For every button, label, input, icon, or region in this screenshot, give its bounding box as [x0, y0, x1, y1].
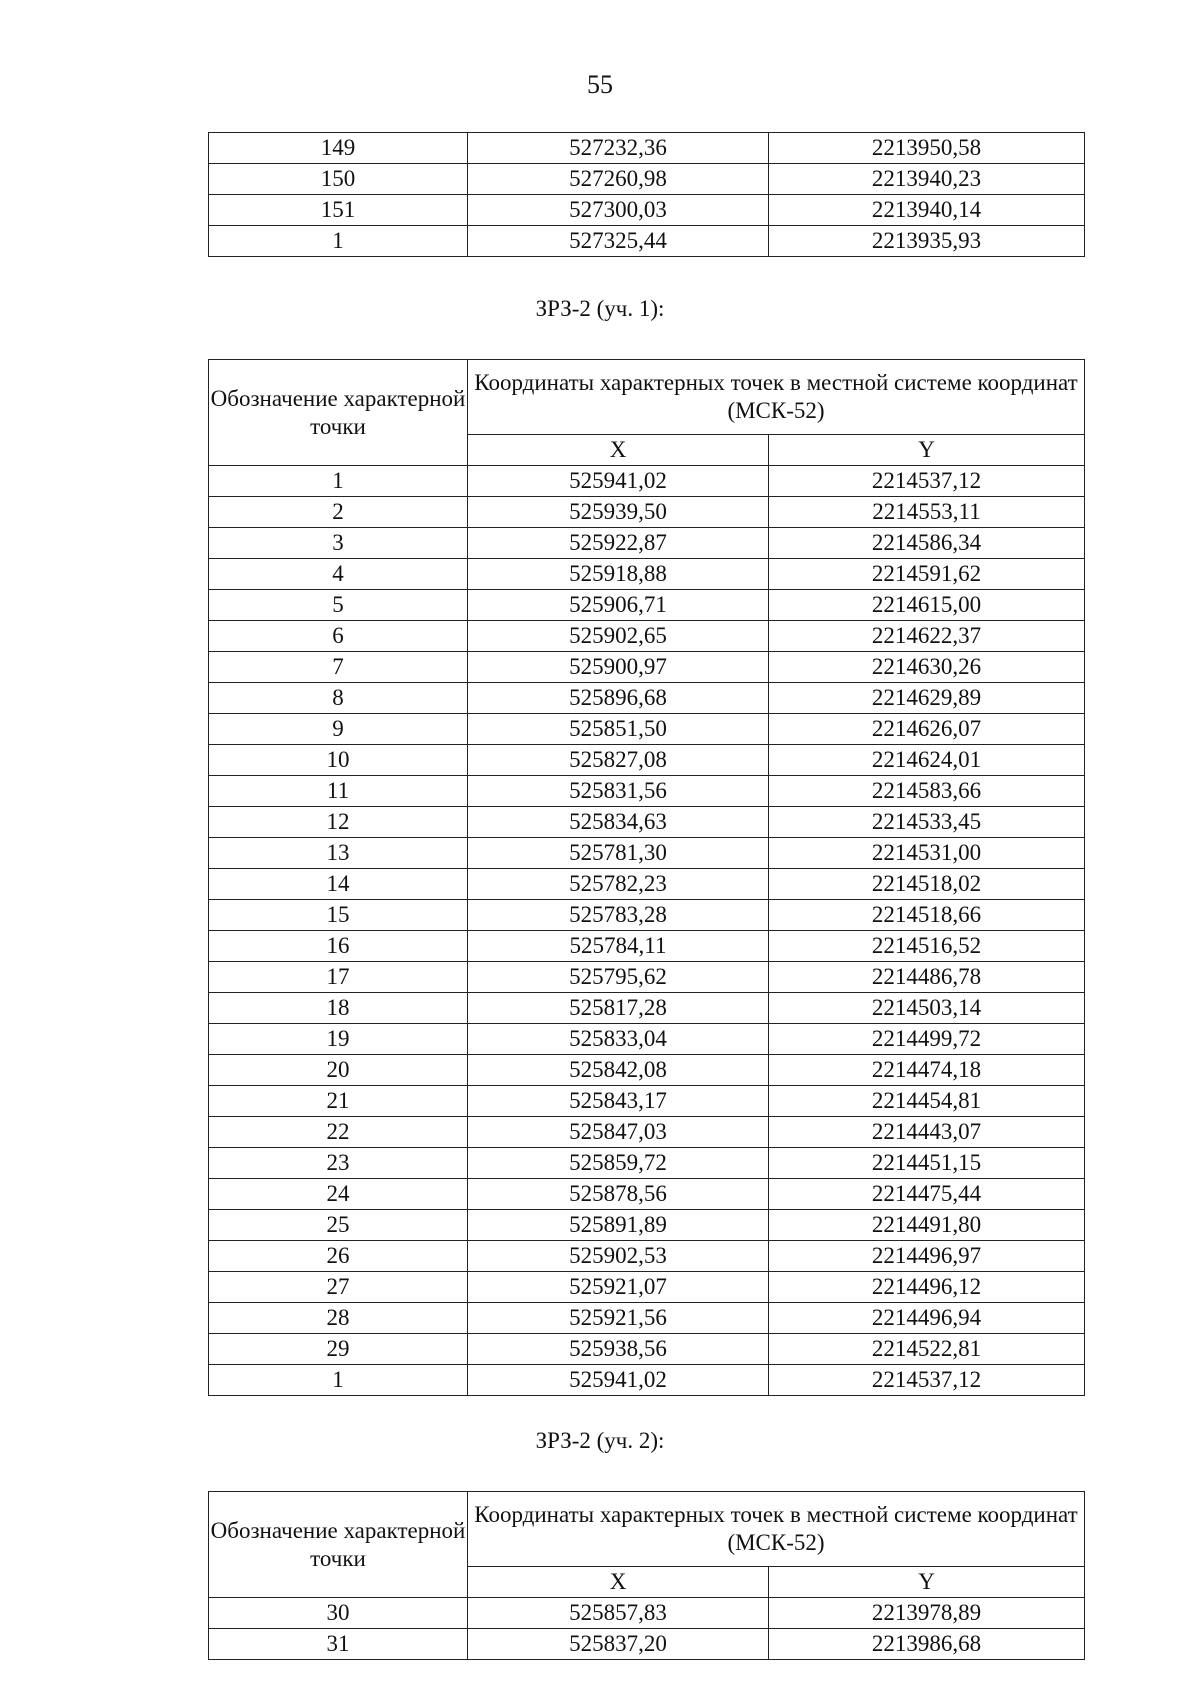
cell-y-coordinate: 2214496,97: [769, 1241, 1085, 1272]
cell-x-coordinate: 525921,07: [468, 1272, 769, 1303]
cell-y-coordinate: 2214518,66: [769, 900, 1085, 931]
cell-point-number: 1: [209, 1365, 468, 1396]
cell-y-coordinate: 2214522,81: [769, 1334, 1085, 1365]
cell-y-coordinate: 2214624,01: [769, 745, 1085, 776]
table-row: [209, 931, 1085, 962]
cell-x-coordinate: 525906,71: [468, 590, 769, 621]
cell-point-number: 14: [209, 869, 468, 900]
cell-x-coordinate: 525834,63: [468, 807, 769, 838]
cell-point-number: 16: [209, 931, 468, 962]
cell-y-coordinate: 2214629,89: [769, 683, 1085, 714]
table-row: [209, 1629, 1085, 1660]
cell-y-coordinate: 2214586,34: [769, 528, 1085, 559]
cell-y-coordinate: 2214499,72: [769, 1024, 1085, 1055]
cell-point-number: 5: [209, 590, 468, 621]
cell-x-coordinate: 525921,56: [468, 1303, 769, 1334]
cell-point-number: 11: [209, 776, 468, 807]
table-row: [209, 1148, 1085, 1179]
cell-point-number: 26: [209, 1241, 468, 1272]
header-y: Y: [769, 1567, 1085, 1598]
cell-y-coordinate: 2213940,14: [769, 195, 1085, 226]
cell-point-number: 150: [209, 164, 468, 195]
cell-x-coordinate: 525902,53: [468, 1241, 769, 1272]
cell-x-coordinate: 525782,23: [468, 869, 769, 900]
cell-y-coordinate: 2213950,58: [769, 133, 1085, 164]
cell-x-coordinate: 525827,08: [468, 745, 769, 776]
table-row: [209, 900, 1085, 931]
cell-point-number: 17: [209, 962, 468, 993]
cell-point-number: 25: [209, 1210, 468, 1241]
cell-point-number: 1: [209, 466, 468, 497]
table-row: [209, 1055, 1085, 1086]
cell-y-coordinate: 2214443,07: [769, 1117, 1085, 1148]
table-row: [209, 1179, 1085, 1210]
cell-point-number: 2: [209, 497, 468, 528]
cell-x-coordinate: 525939,50: [468, 497, 769, 528]
coordinates-table-zrz2-part1: [208, 359, 1085, 1396]
cell-x-coordinate: 525795,62: [468, 962, 769, 993]
cell-x-coordinate: 525859,72: [468, 1148, 769, 1179]
cell-point-number: 24: [209, 1179, 468, 1210]
cell-point-number: 151: [209, 195, 468, 226]
cell-x-coordinate: 527232,36: [468, 133, 769, 164]
cell-x-coordinate: 525783,28: [468, 900, 769, 931]
cell-x-coordinate: 525843,17: [468, 1086, 769, 1117]
table-row: [209, 195, 1085, 226]
table-header: [209, 360, 1085, 466]
table-row: [209, 838, 1085, 869]
cell-y-coordinate: 2214622,37: [769, 621, 1085, 652]
table-row: [209, 1598, 1085, 1629]
cell-y-coordinate: 2214454,81: [769, 1086, 1085, 1117]
cell-point-number: 28: [209, 1303, 468, 1334]
table-row: [209, 962, 1085, 993]
table-body: [209, 466, 1085, 1396]
table-row: [209, 1210, 1085, 1241]
table-row: [209, 1086, 1085, 1117]
table-row: [209, 1117, 1085, 1148]
cell-x-coordinate: 525847,03: [468, 1117, 769, 1148]
cell-point-number: 7: [209, 652, 468, 683]
table-row: [209, 1365, 1085, 1396]
cell-point-number: 21: [209, 1086, 468, 1117]
section-title-zrz2-part2: ЗРЗ-2 (уч. 2):: [535, 1428, 665, 1453]
cell-x-coordinate: 525891,89: [468, 1210, 769, 1241]
table-row: [209, 807, 1085, 838]
cell-point-number: 20: [209, 1055, 468, 1086]
table-row: [209, 1241, 1085, 1272]
cell-point-number: 3: [209, 528, 468, 559]
header-x: X: [468, 435, 769, 466]
cell-x-coordinate: 525857,83: [468, 1598, 769, 1629]
table-row: [209, 559, 1085, 590]
cell-point-number: 15: [209, 900, 468, 931]
cell-point-number: 30: [209, 1598, 468, 1629]
cell-y-coordinate: 2214475,44: [769, 1179, 1085, 1210]
header-point-designation: Обозначение характерной точки: [209, 360, 468, 466]
cell-y-coordinate: 2214491,80: [769, 1210, 1085, 1241]
cell-point-number: 18: [209, 993, 468, 1024]
cell-point-number: 27: [209, 1272, 468, 1303]
header-point-designation: Обозначение характерной точки: [209, 1492, 468, 1598]
cell-x-coordinate: 525896,68: [468, 683, 769, 714]
cell-y-coordinate: 2213986,68: [769, 1629, 1085, 1660]
cell-x-coordinate: 525922,87: [468, 528, 769, 559]
cell-x-coordinate: 525833,04: [468, 1024, 769, 1055]
section-title-zrz2-part1: ЗРЗ-2 (уч. 1):: [535, 296, 665, 321]
table-header: [209, 1492, 1085, 1598]
cell-y-coordinate: 2214474,18: [769, 1055, 1085, 1086]
table-row: [209, 776, 1085, 807]
header-y: Y: [769, 435, 1085, 466]
cell-x-coordinate: 525878,56: [468, 1179, 769, 1210]
cell-x-coordinate: 525941,02: [468, 1365, 769, 1396]
page-number: 55: [587, 70, 613, 99]
cell-x-coordinate: 525938,56: [468, 1334, 769, 1365]
cell-y-coordinate: 2214537,12: [769, 1365, 1085, 1396]
cell-y-coordinate: 2214496,12: [769, 1272, 1085, 1303]
table-row: [209, 714, 1085, 745]
table-row: [209, 528, 1085, 559]
cell-y-coordinate: 2214583,66: [769, 776, 1085, 807]
cell-y-coordinate: 2214537,12: [769, 466, 1085, 497]
table-row: [209, 226, 1085, 257]
table-body: [209, 133, 1085, 257]
table-row: [209, 621, 1085, 652]
coordinates-table-continued: [208, 132, 1085, 257]
cell-y-coordinate: 2214503,14: [769, 993, 1085, 1024]
header-coordinates: Координаты характерных точек в местной системе координат (МСК-52): [468, 360, 1085, 435]
table-body: [209, 1598, 1085, 1660]
cell-point-number: 22: [209, 1117, 468, 1148]
cell-x-coordinate: 525918,88: [468, 559, 769, 590]
cell-point-number: 4: [209, 559, 468, 590]
cell-y-coordinate: 2214553,11: [769, 497, 1085, 528]
table-row: [209, 1303, 1085, 1334]
cell-point-number: 10: [209, 745, 468, 776]
header-x: X: [468, 1567, 769, 1598]
cell-x-coordinate: 525851,50: [468, 714, 769, 745]
cell-x-coordinate: 527260,98: [468, 164, 769, 195]
cell-point-number: 12: [209, 807, 468, 838]
cell-point-number: 29: [209, 1334, 468, 1365]
cell-y-coordinate: 2213940,23: [769, 164, 1085, 195]
cell-y-coordinate: 2214591,62: [769, 559, 1085, 590]
cell-x-coordinate: 525831,56: [468, 776, 769, 807]
table-row: [209, 993, 1085, 1024]
cell-point-number: 13: [209, 838, 468, 869]
table-row: [209, 1334, 1085, 1365]
cell-point-number: 23: [209, 1148, 468, 1179]
cell-x-coordinate: 525902,65: [468, 621, 769, 652]
table-row: [209, 869, 1085, 900]
table-row: [209, 466, 1085, 497]
cell-y-coordinate: 2214486,78: [769, 962, 1085, 993]
table-row: [209, 683, 1085, 714]
cell-y-coordinate: 2213978,89: [769, 1598, 1085, 1629]
cell-point-number: 8: [209, 683, 468, 714]
table-row: [209, 1272, 1085, 1303]
cell-x-coordinate: 525784,11: [468, 931, 769, 962]
cell-y-coordinate: 2214451,15: [769, 1148, 1085, 1179]
cell-x-coordinate: 525900,97: [468, 652, 769, 683]
cell-point-number: 149: [209, 133, 468, 164]
cell-y-coordinate: 2214531,00: [769, 838, 1085, 869]
cell-point-number: 1: [209, 226, 468, 257]
cell-x-coordinate: 525842,08: [468, 1055, 769, 1086]
cell-x-coordinate: 525817,28: [468, 993, 769, 1024]
cell-x-coordinate: 525781,30: [468, 838, 769, 869]
table-row: [209, 497, 1085, 528]
cell-y-coordinate: 2214626,07: [769, 714, 1085, 745]
table-row: [209, 745, 1085, 776]
cell-y-coordinate: 2214630,26: [769, 652, 1085, 683]
cell-y-coordinate: 2213935,93: [769, 226, 1085, 257]
table-row: [209, 164, 1085, 195]
cell-y-coordinate: 2214518,02: [769, 869, 1085, 900]
cell-x-coordinate: 525837,20: [468, 1629, 769, 1660]
table-row: [209, 133, 1085, 164]
cell-point-number: 31: [209, 1629, 468, 1660]
cell-x-coordinate: 527300,03: [468, 195, 769, 226]
table-row: [209, 1024, 1085, 1055]
coordinates-table-zrz2-part2: [208, 1491, 1085, 1660]
cell-point-number: 9: [209, 714, 468, 745]
cell-x-coordinate: 527325,44: [468, 226, 769, 257]
header-coordinates: Координаты характерных точек в местной системе координат (МСК-52): [468, 1492, 1085, 1567]
table-row: [209, 652, 1085, 683]
cell-y-coordinate: 2214615,00: [769, 590, 1085, 621]
cell-x-coordinate: 525941,02: [468, 466, 769, 497]
cell-y-coordinate: 2214516,52: [769, 931, 1085, 962]
cell-y-coordinate: 2214533,45: [769, 807, 1085, 838]
table-row: [209, 590, 1085, 621]
cell-point-number: 6: [209, 621, 468, 652]
cell-y-coordinate: 2214496,94: [769, 1303, 1085, 1334]
cell-point-number: 19: [209, 1024, 468, 1055]
